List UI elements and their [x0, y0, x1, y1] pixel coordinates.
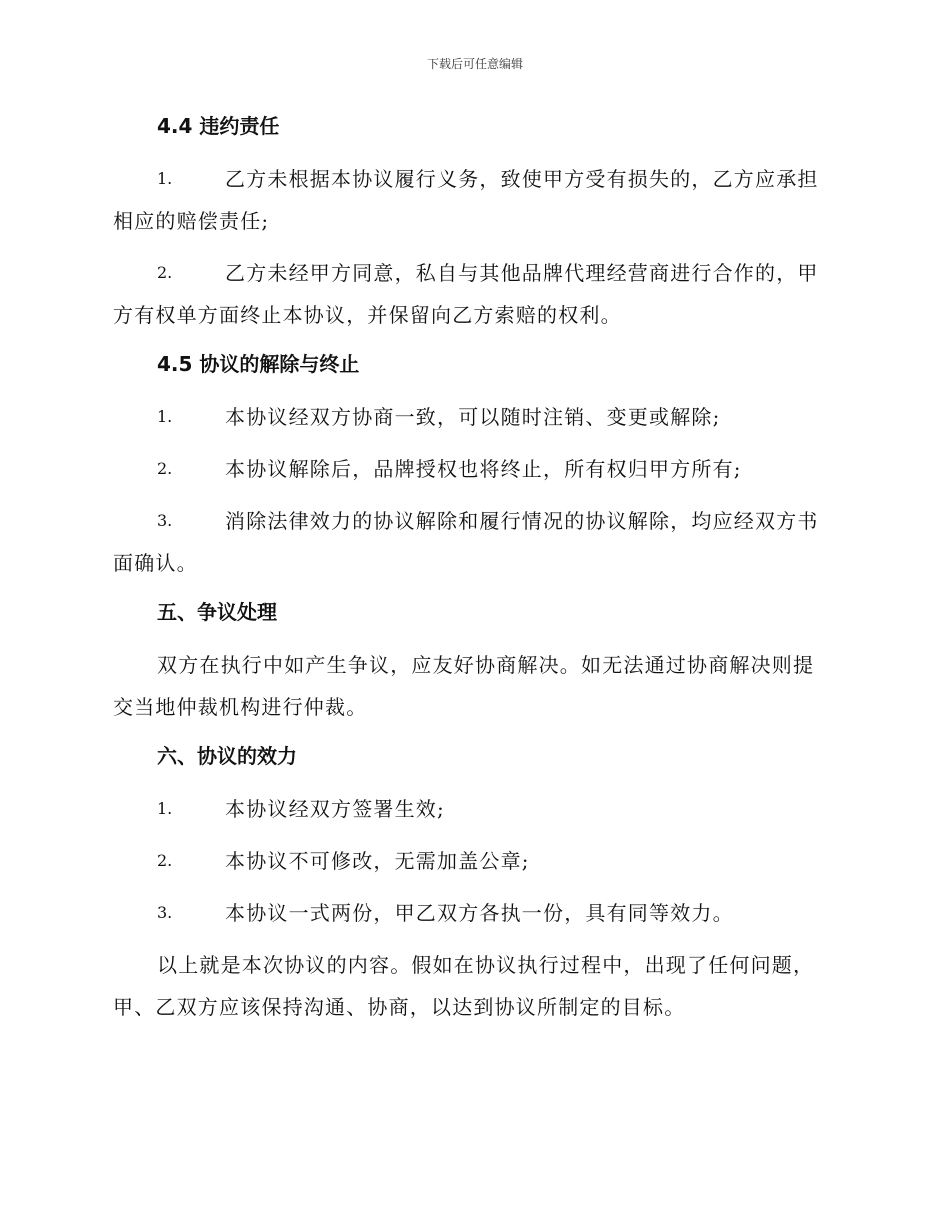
list-item-text: 本协议不可修改，无需加盖公章;: [225, 849, 530, 873]
list-item: [113, 252, 833, 336]
closing-paragraph: 以上就是本次协议的内容。假如在协议执行过程中，出现了任何问题，甲、乙双方应该保持沟通、协商，以达到协议所制定的目标。: [113, 953, 815, 1019]
list-item-number: 2.: [157, 851, 173, 870]
list-item: [113, 158, 833, 242]
list-item-text: 乙方未经甲方同意，私自与其他品牌代理经营商进行合作的，甲方有权单方面终止本协议，并保留向乙方索赔的权利。: [113, 261, 819, 327]
list-item-text: 本协议经双方协商一致，可以随时注销、变更或解除;: [225, 405, 721, 429]
section-heading-4-5: 4.5 协议的解除与终止: [157, 352, 360, 376]
list-item-text: 本协议解除后，品牌授权也将终止，所有权归甲方所有;: [225, 457, 742, 481]
section-heading-5: 五、争议处理: [157, 600, 277, 624]
list-item-number: 1.: [157, 169, 173, 188]
paragraph: 双方在执行中如产生争议，应友好协商解决。如无法通过协商解决则提交当地仲裁机构进行仲裁。: [113, 653, 815, 719]
list-item-number: 3.: [157, 511, 173, 530]
list-item: [113, 840, 833, 882]
list-item-number: 1.: [157, 799, 173, 818]
section-heading-6: 六、协议的效力: [157, 744, 297, 768]
list-item-text: 乙方未根据本协议履行义务，致使甲方受有损失的，乙方应承担相应的赔偿责任;: [113, 167, 819, 233]
list-item-number: 1.: [157, 407, 173, 426]
list-item: [113, 788, 833, 830]
list-item: [113, 892, 833, 934]
list-item: [113, 500, 833, 584]
list-item: [113, 448, 833, 490]
list-item-number: 2.: [157, 263, 173, 282]
page-header-note: 下载后可任意编辑: [426, 57, 523, 71]
document-body: [113, 108, 833, 1038]
list-item-number: 3.: [157, 903, 173, 922]
list-item: [113, 396, 833, 438]
list-item-text: 消除法律效力的协议解除和履行情况的协议解除，均应经双方书面确认。: [113, 509, 819, 575]
list-item-text: 本协议一式两份，甲乙双方各执一份，具有同等效力。: [225, 901, 734, 925]
section-heading-4-4: 4.4 违约责任: [157, 114, 280, 138]
list-item-number: 2.: [157, 459, 173, 478]
list-item-text: 本协议经双方签署生效;: [225, 797, 445, 821]
